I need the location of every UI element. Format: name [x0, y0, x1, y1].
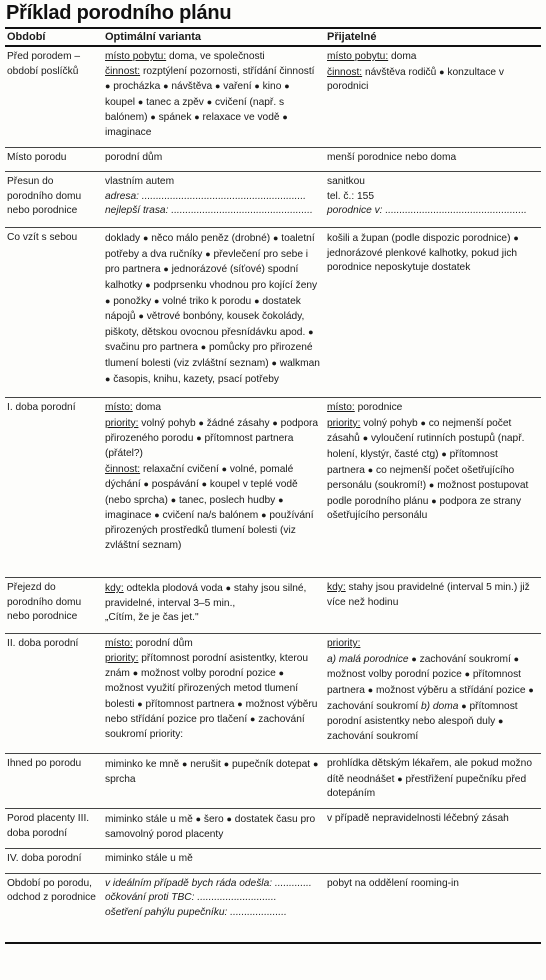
- acceptable-cell: [325, 398, 541, 578]
- cell-text: prohlídka dětským lékařem, ale pokud možno dítě neodnášet: [327, 758, 532, 785]
- cell-text: ošetření pahýlu pupečníku: ....................: [105, 906, 287, 918]
- bullet-icon: ●: [205, 248, 211, 259]
- bullet-icon: ●: [278, 494, 284, 505]
- row-label: IV. doba porodní: [5, 849, 103, 874]
- bullet-icon: ●: [221, 463, 228, 474]
- field-label: místo:: [327, 402, 355, 414]
- acceptable-cell: [325, 578, 541, 634]
- table-header-row: [5, 28, 541, 46]
- optimal-paragraph: [105, 906, 322, 921]
- acceptable-paragraph: [327, 65, 538, 95]
- bullet-icon: ●: [142, 233, 149, 244]
- acceptable-cell: [325, 172, 541, 228]
- optimal-cell: [103, 754, 325, 809]
- field-label: místo:: [105, 638, 133, 650]
- cell-text: používání přirozených prostředků tlumení bolesti (viz zvláštní seznam): [105, 510, 314, 551]
- row-label: Porod placenty III. doba porodní: [5, 808, 103, 848]
- cell-text: toaletní potřeby a dva ručníky: [105, 233, 315, 260]
- field-label: činnost:: [105, 463, 141, 475]
- cell-text: pomůcky pro přirozené tlumení bolesti (viz zvláštní seznam): [105, 342, 313, 369]
- bullet-icon: ●: [362, 433, 369, 444]
- cell-text: miminko stále u mě: [105, 853, 193, 865]
- cell-text: něco málo peněz (drobné): [148, 233, 273, 245]
- cell-text: vlastním autem: [105, 176, 175, 188]
- optimal-paragraph: [105, 757, 322, 787]
- cell-text: přítomnost partnera (přátel?): [105, 433, 294, 459]
- table-row: [5, 578, 541, 634]
- bullet-icon: ●: [223, 759, 230, 770]
- optimal-paragraph: [105, 175, 322, 190]
- acceptable-cell: [325, 634, 541, 754]
- cell-text: „Cítím, že je čas jet.": [105, 612, 199, 624]
- bullet-icon: ●: [272, 233, 279, 244]
- cell-text: v ideálním případě bych ráda odešla: .............: [105, 877, 312, 889]
- optimal-paragraph: [105, 652, 322, 743]
- cell-text: b) doma: [421, 700, 459, 712]
- cell-text: walkman: [276, 357, 320, 369]
- bullet-icon: ●: [308, 326, 314, 337]
- bullet-icon: ●: [195, 813, 202, 824]
- cell-text: jednorázové plenkové kalhotky, pokud jich porodnice neposkytuje dostatek: [327, 247, 518, 274]
- bullet-icon: ●: [272, 417, 278, 428]
- cell-text: procházka: [110, 81, 164, 93]
- bullet-icon: ●: [513, 233, 519, 244]
- field-label: priority:: [327, 417, 361, 429]
- acceptable-paragraph: [327, 204, 538, 219]
- optimal-paragraph: [105, 65, 322, 141]
- field-label: priority:: [105, 652, 139, 664]
- cell-text: porodní dům: [132, 638, 193, 650]
- field-label: činnost:: [327, 66, 363, 78]
- table-row: [5, 398, 541, 578]
- bullet-icon: ●: [154, 510, 160, 521]
- cell-text: rozptýlení pozornosti, střídání činností: [140, 65, 315, 77]
- bullet-icon: ●: [411, 653, 417, 664]
- bullet-icon: ●: [201, 479, 208, 490]
- cell-text: návštěva: [168, 81, 215, 93]
- cell-text: možnost volby porodní pozice: [138, 668, 279, 680]
- field-label: činnost:: [105, 65, 141, 77]
- cell-text: menší porodnice nebo doma: [327, 151, 457, 163]
- bullet-icon: ●: [367, 684, 374, 695]
- bullet-icon: ●: [312, 759, 319, 770]
- acceptable-paragraph: [327, 50, 538, 65]
- cell-text: kino: [259, 81, 285, 93]
- bullet-icon: ●: [282, 112, 288, 123]
- cell-text: porodnice: [354, 402, 403, 414]
- bullet-icon: ●: [105, 373, 111, 384]
- bullet-icon: ●: [254, 295, 260, 306]
- optimal-paragraph: [105, 637, 322, 652]
- cell-text: ponožky: [110, 295, 155, 307]
- acceptable-cell: [325, 873, 541, 943]
- table-row: [5, 873, 541, 943]
- cell-text: volný pohyb: [138, 417, 199, 429]
- bullet-icon: ●: [194, 112, 200, 123]
- cell-text: spánek: [155, 112, 195, 124]
- acceptable-paragraph: [327, 416, 538, 524]
- acceptable-cell: [325, 147, 541, 172]
- cell-text: porodní dům: [105, 151, 163, 163]
- optimal-cell: [103, 849, 325, 874]
- table-row: [5, 634, 541, 754]
- bullet-icon: ●: [528, 684, 534, 695]
- cell-text: koupel: [105, 96, 138, 108]
- field-label: kdy:: [105, 583, 124, 595]
- field-label: priority:: [105, 417, 139, 429]
- optimal-cell: [103, 147, 325, 172]
- optimal-paragraph: [105, 812, 322, 842]
- cell-text: relaxace ve vodě: [199, 112, 283, 124]
- table-row: [5, 147, 541, 172]
- cell-text: možnost výběru a střídání pozice: [373, 684, 529, 696]
- cell-text: tel. č.: 155: [327, 190, 375, 202]
- cell-text: v případě nepravidelnosti léčebný zásah: [327, 812, 509, 824]
- acceptable-paragraph: [327, 231, 538, 276]
- optimal-paragraph: [105, 401, 322, 416]
- cell-text: doklady: [105, 233, 143, 245]
- bullet-icon: ●: [278, 668, 285, 679]
- cell-text: stahy jsou silné, pravidelné, interval 3–5 min.,: [105, 583, 307, 609]
- cell-text: nejlepší trasa: ..................................................: [105, 205, 313, 217]
- cell-text: možnost postupovat podle porodního plánu: [327, 480, 529, 507]
- cell-text: tanec a zpěv: [143, 96, 207, 108]
- field-label: místo pobytu:: [327, 51, 389, 62]
- bullet-icon: ●: [163, 81, 169, 92]
- acceptable-cell: [325, 808, 541, 848]
- cell-text: podpora ze strany ošetřujícího personálu: [327, 495, 522, 522]
- cell-text: šero: [201, 813, 227, 825]
- cell-text: stahy jsou pravidelné (interval 5 min.) již více než hodinu: [327, 582, 530, 608]
- cell-text: sprcha: [105, 773, 136, 785]
- cell-text: jednorázové (síťové) spodní kalhotky: [105, 264, 299, 291]
- cell-text: adresa: ..........................................................: [105, 190, 306, 202]
- field-label: místo:: [105, 402, 133, 414]
- acceptable-paragraph: [327, 401, 538, 416]
- cell-text: nerušit: [187, 759, 224, 771]
- row-label: Co vzít s sebou: [5, 228, 103, 398]
- cell-text: volné triko k porodu: [159, 295, 255, 307]
- cell-text: přestřižení pupečníku před dotepáním: [327, 773, 527, 800]
- acceptable-cell: [325, 849, 541, 874]
- bullet-icon: ●: [138, 311, 144, 322]
- cell-text: zachování soukromí: [416, 653, 514, 665]
- bullet-icon: ●: [198, 417, 204, 428]
- optimal-paragraph: [105, 611, 322, 626]
- table-body: [5, 46, 541, 943]
- bullet-icon: ●: [154, 295, 160, 306]
- bullet-icon: ●: [513, 653, 520, 664]
- bullet-icon: ●: [225, 583, 232, 594]
- acceptable-paragraph: [327, 652, 538, 745]
- bullet-icon: ●: [163, 264, 169, 275]
- bullet-icon: ●: [132, 668, 139, 679]
- cell-text: volné, pomalé dýchání: [105, 463, 294, 491]
- bullet-icon: ●: [271, 357, 277, 368]
- cell-text: doma, ve společnosti: [166, 51, 265, 62]
- bullet-icon: ●: [284, 81, 290, 92]
- cell-text: konzultace v porodnici: [327, 66, 505, 93]
- field-label: kdy:: [327, 582, 346, 594]
- acceptable-paragraph: [327, 637, 538, 652]
- bullet-icon: ●: [397, 773, 403, 784]
- acceptable-paragraph: [327, 812, 538, 827]
- birth-plan-table: [5, 27, 541, 944]
- cell-text: větrové bonbóny, kousek čokolády, piškoty, dětskou ovocnou přesnídávku apod.: [105, 311, 309, 338]
- cell-text: cvičení na/s balónem: [159, 510, 262, 522]
- bullet-icon: ●: [226, 813, 232, 824]
- bullet-icon: ●: [420, 417, 426, 428]
- acceptable-paragraph: [327, 190, 538, 205]
- cell-text: pospávání: [148, 479, 202, 491]
- bullet-icon: ●: [170, 494, 177, 505]
- acceptable-paragraph: [327, 877, 538, 892]
- cell-text: vaření: [220, 81, 255, 93]
- bullet-icon: ●: [441, 448, 447, 459]
- cell-text: možnost výběru nebo střídání pozice pro tlačení: [105, 698, 318, 726]
- cell-text: přítomnost partnera: [142, 698, 238, 710]
- cell-text: zachování soukromí: [327, 700, 421, 712]
- cell-text: zachování soukromí: [327, 730, 419, 742]
- optimal-cell: [103, 808, 325, 848]
- row-label: Přejezd do porodního domu nebo porodnice: [5, 578, 103, 634]
- cell-text: a) malá porodnice: [327, 653, 409, 665]
- acceptable-paragraph: [327, 151, 538, 166]
- cell-text: imaginace: [105, 126, 152, 138]
- optimal-paragraph: [105, 204, 322, 219]
- table-row: [5, 172, 541, 228]
- bullet-icon: ●: [145, 279, 151, 290]
- cell-text: doma: [388, 51, 417, 62]
- optimal-cell: [103, 228, 325, 398]
- optimal-paragraph: [105, 581, 322, 611]
- row-label: Přesun do porodního domu nebo porodnice: [5, 172, 103, 228]
- cell-text: cvičení (např. s balónem): [105, 96, 285, 124]
- cell-text: odtekla plodová voda: [123, 583, 226, 595]
- row-label: Místo porodu: [5, 147, 103, 172]
- cell-text: tanec, poslech hudby: [176, 494, 279, 506]
- cell-text: zachování soukromí priority:: [105, 714, 305, 740]
- optimal-paragraph: [105, 151, 322, 166]
- row-label: II. doba porodní: [5, 634, 103, 754]
- bullet-icon: ●: [200, 342, 207, 353]
- bullet-icon: ●: [367, 464, 374, 475]
- table-row: [5, 228, 541, 398]
- acceptable-cell: [325, 754, 541, 809]
- cell-text: dostatek času pro samovolný porod placenty: [105, 813, 316, 840]
- cell-text: dostatek nápojů: [105, 295, 301, 323]
- cell-text: podpora přirozeného porodu: [105, 417, 319, 445]
- row-label: Ihned po porodu: [5, 754, 103, 809]
- header-period: Období: [5, 28, 103, 46]
- bullet-icon: ●: [254, 81, 260, 92]
- cell-text: návštěva rodičů: [362, 66, 440, 78]
- cell-text: pobyt na oddělení rooming-in: [327, 877, 459, 889]
- cell-text: sanitkou: [327, 176, 365, 188]
- cell-text: miminko stále u mě: [105, 813, 196, 825]
- bullet-icon: ●: [105, 81, 111, 92]
- bullet-icon: ●: [249, 714, 256, 725]
- table-row: [5, 849, 541, 874]
- cell-text: miminko ke mně: [105, 759, 182, 771]
- optimal-paragraph: [105, 231, 322, 387]
- row-label: I. doba porodní: [5, 398, 103, 578]
- cell-text: imaginace: [105, 510, 155, 522]
- bullet-icon: ●: [137, 698, 143, 709]
- cell-text: svačinu pro partnera: [105, 342, 201, 354]
- cell-text: přítomnost porodní asistentky nebo alespoň duly: [327, 700, 518, 728]
- cell-text: možnost volby porodní pozice: [327, 669, 465, 681]
- acceptable-cell: [325, 46, 541, 147]
- optimal-cell: [103, 398, 325, 578]
- field-label: místo pobytu:: [105, 51, 167, 62]
- optimal-paragraph: [105, 416, 322, 462]
- cell-text: časopis, knihu, kazety, psací potřeby: [110, 373, 279, 385]
- optimal-cell: [103, 634, 325, 754]
- bullet-icon: ●: [206, 96, 213, 107]
- cell-text: přítomnost porodní asistentky, kterou znám: [105, 652, 309, 680]
- optimal-paragraph: [105, 190, 322, 205]
- row-label: Období po porodu, odchod z porodnice: [5, 873, 103, 943]
- table-row: [5, 808, 541, 848]
- optimal-paragraph: [105, 852, 322, 867]
- bullet-icon: ●: [214, 81, 221, 92]
- cell-text: porodnice v: ..................................................: [327, 205, 527, 217]
- cell-text: koupel v teplé vodě (nebo sprcha): [105, 479, 298, 506]
- optimal-cell: [103, 578, 325, 634]
- bullet-icon: ●: [498, 716, 504, 727]
- header-optimal: Optimální varianta: [103, 28, 325, 46]
- cell-text: podprsenku vhodnou pro kojící ženy: [150, 279, 318, 291]
- bullet-icon: ●: [261, 510, 267, 521]
- bullet-icon: ●: [150, 112, 156, 123]
- cell-text: doma: [132, 402, 162, 414]
- cell-text: co nejmenší počet zásahů: [327, 417, 512, 445]
- cell-text: žádné zásahy: [203, 417, 273, 429]
- header-acceptable: Přijatelné: [325, 28, 541, 46]
- field-label: priority:: [327, 638, 361, 650]
- acceptable-paragraph: [327, 581, 538, 610]
- optimal-paragraph: [105, 50, 322, 65]
- table-row: [5, 46, 541, 147]
- bullet-icon: ●: [464, 669, 471, 680]
- row-label: Před porodem – období poslíčků: [5, 46, 103, 147]
- optimal-cell: [103, 172, 325, 228]
- cell-text: košili a župan (podle dispozic porodnice): [327, 233, 514, 245]
- table-row: [5, 754, 541, 809]
- bullet-icon: ●: [143, 479, 149, 490]
- cell-text: relaxační cvičení: [140, 463, 222, 475]
- cell-text: volný pohyb: [360, 417, 421, 429]
- optimal-cell: [103, 46, 325, 147]
- cell-text: pupečník dotepat: [229, 759, 313, 771]
- cell-text: přítomnost partnera: [327, 669, 522, 696]
- acceptable-paragraph: [327, 175, 538, 190]
- cell-text: přítomnost partnera: [327, 448, 498, 476]
- bullet-icon: ●: [431, 495, 437, 506]
- cell-text: očkování proti TBC: ............................: [105, 892, 277, 904]
- bullet-icon: ●: [461, 700, 467, 711]
- optimal-paragraph: [105, 462, 322, 554]
- optimal-cell: [103, 873, 325, 943]
- bullet-icon: ●: [439, 66, 445, 77]
- page-title: Příklad porodního plánu: [6, 2, 232, 24]
- bullet-icon: ●: [237, 698, 243, 709]
- cell-text: možnost využití přirozených metod tlumení bolesti: [105, 682, 299, 710]
- optimal-paragraph: [105, 891, 322, 906]
- acceptable-cell: [325, 228, 541, 398]
- bullet-icon: ●: [105, 295, 111, 306]
- cell-text: vyloučení rutinních postupů (např. holení, klystýr, časté ctg): [327, 433, 525, 460]
- bullet-icon: ●: [137, 96, 144, 107]
- bullet-icon: ●: [428, 480, 435, 491]
- cell-text: co nejmenší počet ošetřujícího personálu (soukromí!): [327, 464, 515, 492]
- bullet-icon: ●: [196, 433, 202, 444]
- bullet-icon: ●: [182, 759, 188, 770]
- cell-text: převlečení pro sebe i pro partnera: [105, 248, 309, 276]
- optimal-paragraph: [105, 877, 322, 892]
- acceptable-paragraph: [327, 757, 538, 802]
